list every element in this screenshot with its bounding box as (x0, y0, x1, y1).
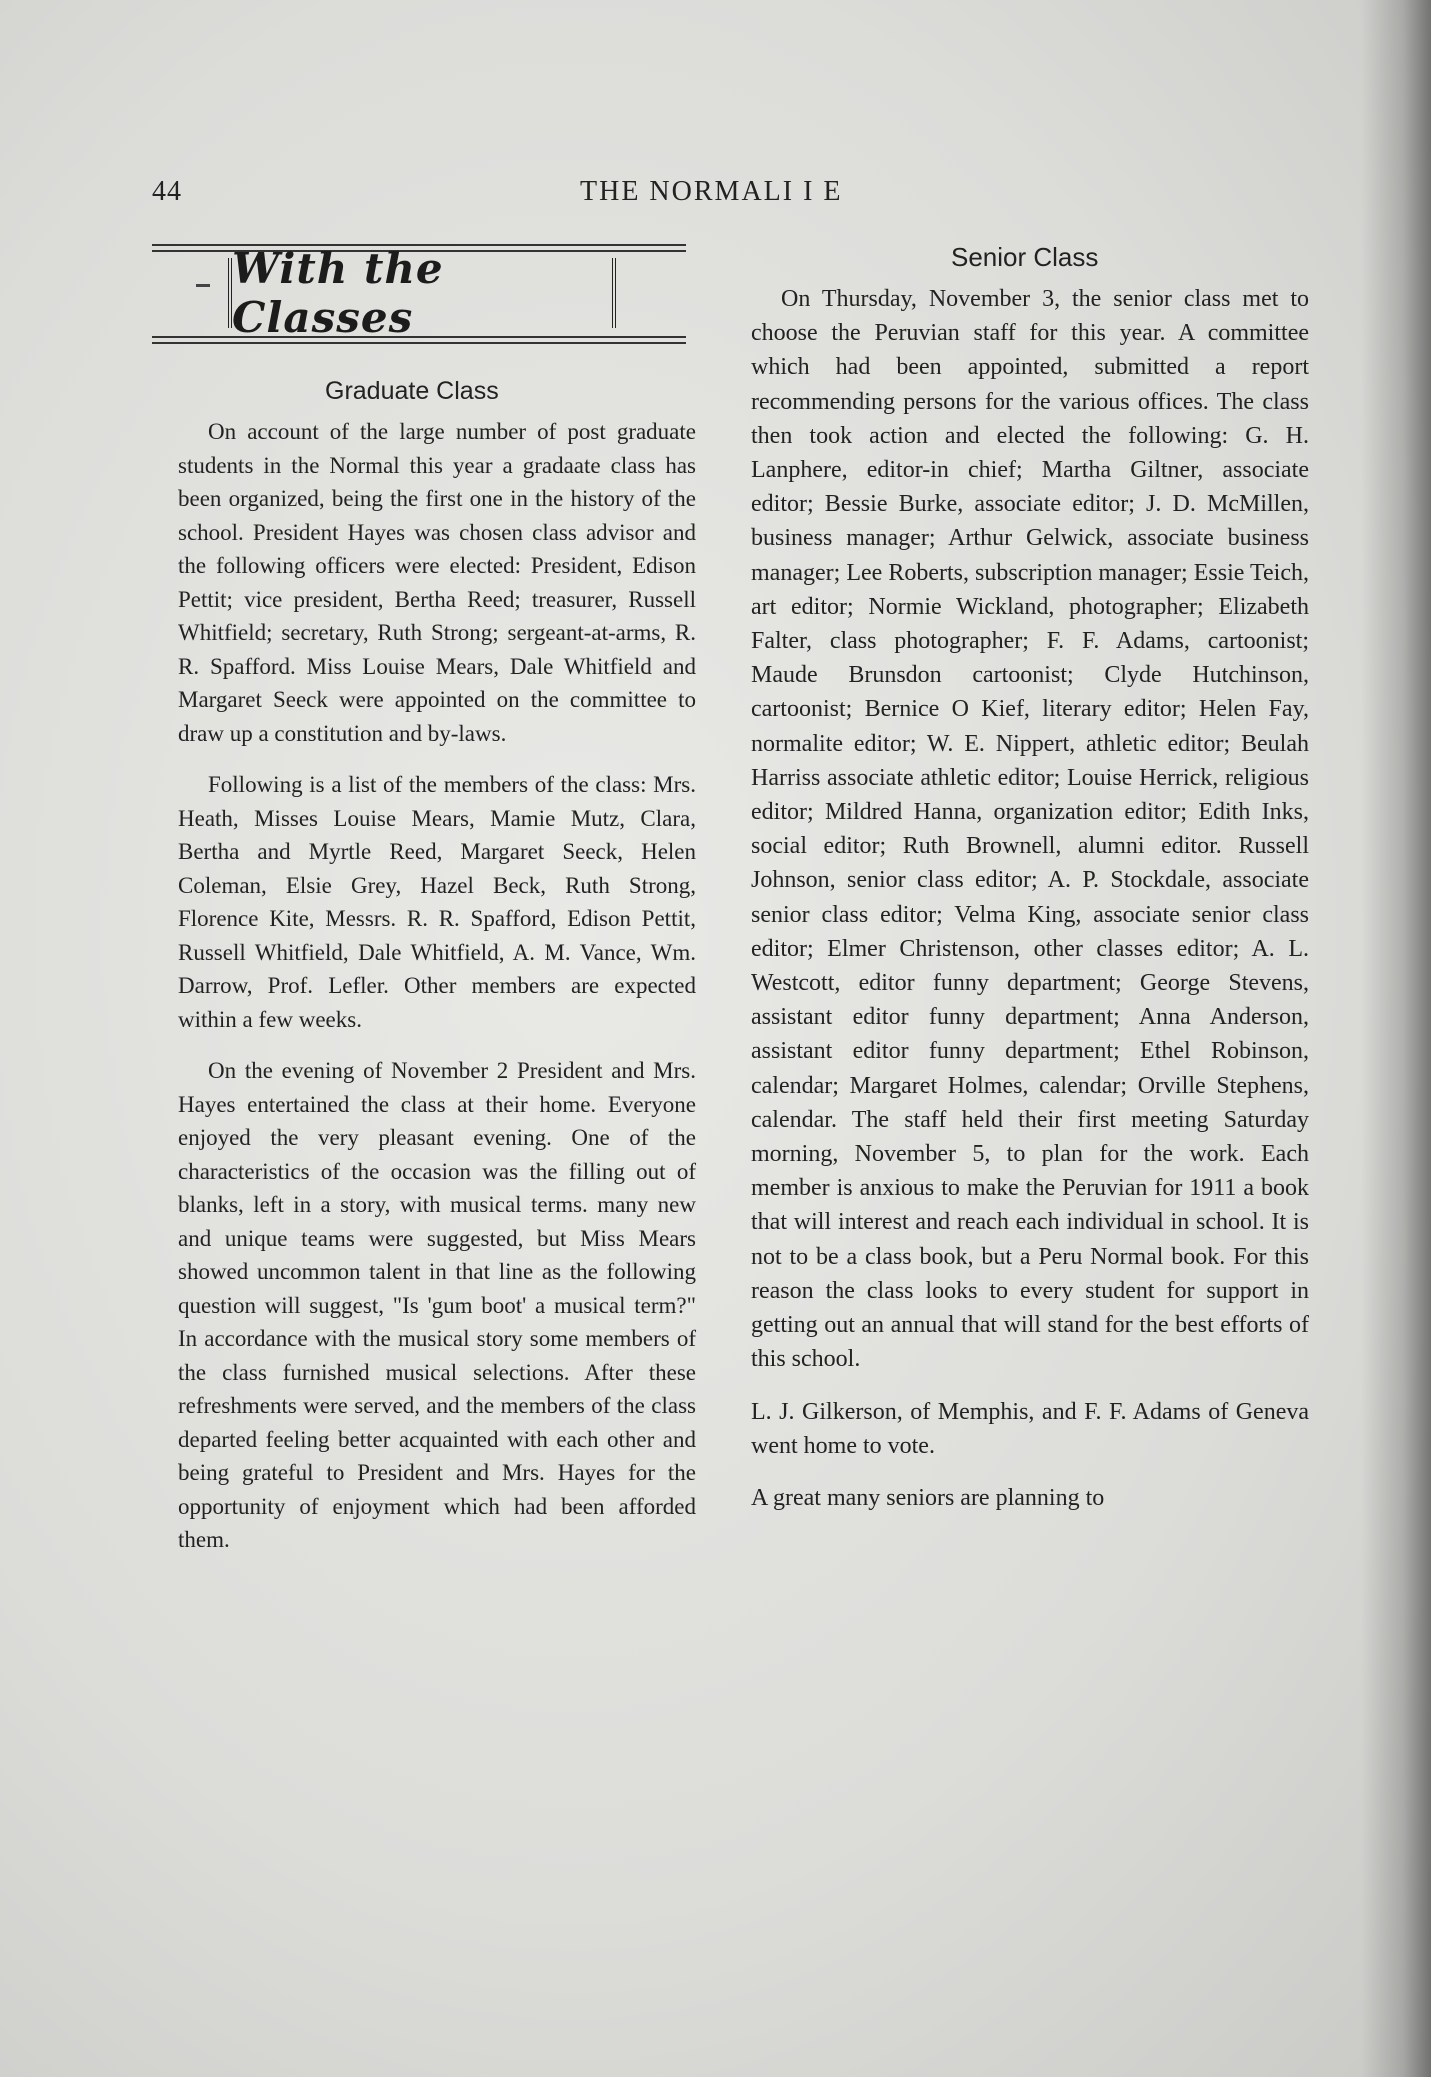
running-head: THE NORMALI I E (580, 176, 843, 207)
senior-paragraph-3: A great many seniors are planning to (751, 1484, 1105, 1511)
page-number: 44 (152, 176, 182, 207)
graduate-paragraph-3: On the evening of November 2 President and Mrs. Hayes entertained the class at their home. Everyone enjoyed the very pleasant evening. One of the characteristics of the occasion was the filling out of blanks, left in a story, with musical terms. many new and unique teams were suggested, but Miss Mears showed uncommon talent in that line as the following question will suggest, "Is 'gum boot' a musical term?" In accordance with the musical story some members of the class furnished musical selections. After these refreshments were served, and the members of the class departed feeling better acquainted with each other and being grateful to President and Mrs. Hayes for the opportunity of enjoyment which had been afforded them. (178, 1058, 696, 1552)
banner-bottom-rule (152, 342, 686, 344)
graduate-paragraph-2: Following is a list of the members of the class: Mrs. Heath, Misses Louise Mears, Mamie Mutz, Clara, Bertha and Myrtle Reed, Margaret Seeck, Helen Coleman, Elsie Grey, Hazel Beck, Ruth Strong, Florence Kite, Messrs. R. R. Spafford, Edison Pettit, Russell Whitfield, Dale Whitfield, A. M. Vance, Wm. Darrow, Prof. Lefler. Other members are expected within a few weeks. (178, 772, 696, 1032)
banner-bottom-rule-inner (152, 336, 686, 338)
banner-dash (196, 284, 210, 287)
page-edge-shadow (1361, 0, 1431, 2077)
right-column (751, 282, 1309, 1533)
section-banner (152, 244, 686, 344)
graduate-paragraph-1: On account of the large number of post graduate students in the Normal this year a gradaate class has been organized, being the first one in the history of the school. President Hayes was chosen class advisor and the following officers were elected: President, Edison Pettit; vice president, Bertha Reed; treasurer, Russell Whitfield; secretary, Ruth Strong; sergeant-at-arms, R. R. Spafford. Miss Louise Mears, Dale Whitfield and Margaret Seeck were appointed on the committee to draw up a constitution and by-laws. (178, 419, 696, 746)
section-heading: With the Classes (232, 244, 444, 342)
senior-class-heading: Senior Class (951, 242, 1099, 272)
graduate-class-heading: Graduate Class (325, 377, 499, 405)
senior-paragraph-2: L. J. Gilkerson, of Memphis, and F. F. Adams of Geneva went home to vote. (751, 1398, 1309, 1459)
banner-box (228, 244, 616, 342)
left-column (178, 415, 696, 1575)
senior-paragraph-1: On Thursday, November 3, the senior class met to choose the Peruvian staff for this year. A committee which had been appointed, submitted a report recommending persons for the various offices. The class then took action and elected the following: G. H. Lanphere, editor-in chief; Martha Giltner, associate editor; Bessie Burke, associate editor; J. D. McMillen, business manager; Arthur Gelwick, associate business manager; Lee Roberts, subscription manager; Essie Teich, art editor; Normie Wickland, photographer; Elizabeth Falter, class photographer; F. F. Adams, cartoonist; Maude Brunsdon cartoonist; Clyde Hutchinson, cartoonist; Bernice O Kief, literary editor; Helen Fay, normalite editor; W. E. Nippert, athletic editor; Beulah Harriss associate athletic editor; Louise Herrick, religious editor; Mildred Hanna, organization editor; Edith Inks, social editor; Ruth Brownell, alumni editor. Russell Johnson, senior class editor; A. P. Stockdale, associate senior class editor; Velma King, associate senior class editor; Elmer Christenson, other classes editor; A. L. Westcott, editor funny department; George Stevens, assistant editor funny department; Anna Anderson, assistant editor funny department; Ethel Robinson, calendar; Margaret Holmes, calendar; Orville Stephens, calendar. The staff held their first meeting Saturday morning, November 5, to plan for the work. Each member is anxious to make the Peruvian for 1911 a book that will interest and reach each individual in school. It is not to be a class book, but a Peru Normal book. For this reason the class looks to every student for support in getting out an annual that will stand for the best efforts of this school. (751, 286, 1309, 1373)
